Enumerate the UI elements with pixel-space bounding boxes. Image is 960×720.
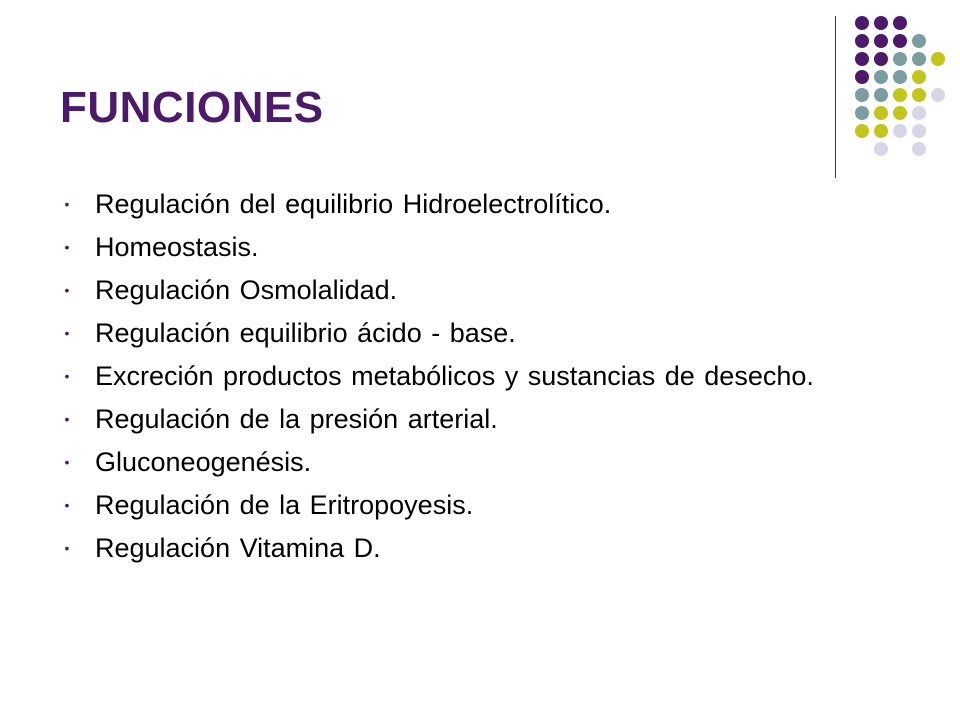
list-item-text: Excreción productos metabólicos y sustancias de desecho. [95,361,814,391]
decor-dot [874,124,888,138]
bullet-icon: • [64,368,70,384]
bullet-icon: • [64,454,70,470]
decor-dot [874,106,888,120]
bullet-icon: • [64,239,70,255]
decor-dot [874,16,888,30]
list-item [60,489,880,521]
decor-dot [855,124,869,138]
bullet-icon: • [64,196,70,212]
bullet-icon: • [64,282,70,298]
decor-dot [874,88,888,102]
decor-dot [912,142,926,156]
title-divider-line [835,16,836,178]
decor-dot [893,34,907,48]
decor-dot [874,142,888,156]
decor-dot [855,16,869,30]
decor-dot [912,34,926,48]
decor-dot [855,34,869,48]
list-item [60,403,880,435]
list-item-text: Regulación Osmolalidad. [95,275,398,305]
decor-dot [855,70,869,84]
list-item [60,446,880,478]
decor-dot [912,88,926,102]
list-item-text: Regulación del equilibrio Hidroelectrolítico. [95,189,612,219]
decor-dot [893,16,907,30]
decor-dot [893,124,907,138]
bullet-icon: • [64,540,70,556]
decor-dot [912,106,926,120]
list-item [60,532,880,564]
decor-dot [912,52,926,66]
list-item [60,317,880,349]
list-item [60,360,880,392]
list-item-text: Regulación equilibrio ácido - base. [95,318,516,348]
function-bullet-list [60,188,880,575]
bullet-icon: • [64,411,70,427]
decor-dot [855,88,869,102]
list-item-text: Regulación Vitamina D. [95,533,381,563]
list-item-text: Homeostasis. [95,232,259,262]
decor-dot [912,124,926,138]
decor-dot [874,52,888,66]
decor-dot [855,106,869,120]
decor-dot [893,106,907,120]
decor-dot [874,70,888,84]
decor-dot [931,52,945,66]
decor-dot [931,88,945,102]
bullet-icon: • [64,497,70,513]
list-item-text: Regulación de la presión arterial. [95,404,498,434]
list-item [60,188,880,220]
list-item [60,231,880,263]
decor-dot [912,70,926,84]
list-item-text: Gluconeogenésis. [95,447,312,477]
decor-dot [893,52,907,66]
decor-dot [855,52,869,66]
list-item [60,274,880,306]
decor-dot [874,34,888,48]
decor-dot [893,88,907,102]
list-item-text: Regulación de la Eritropoyesis. [95,490,474,520]
bullet-icon: • [64,325,70,341]
decor-dot [893,70,907,84]
slide-title: FUNCIONES [60,83,324,132]
